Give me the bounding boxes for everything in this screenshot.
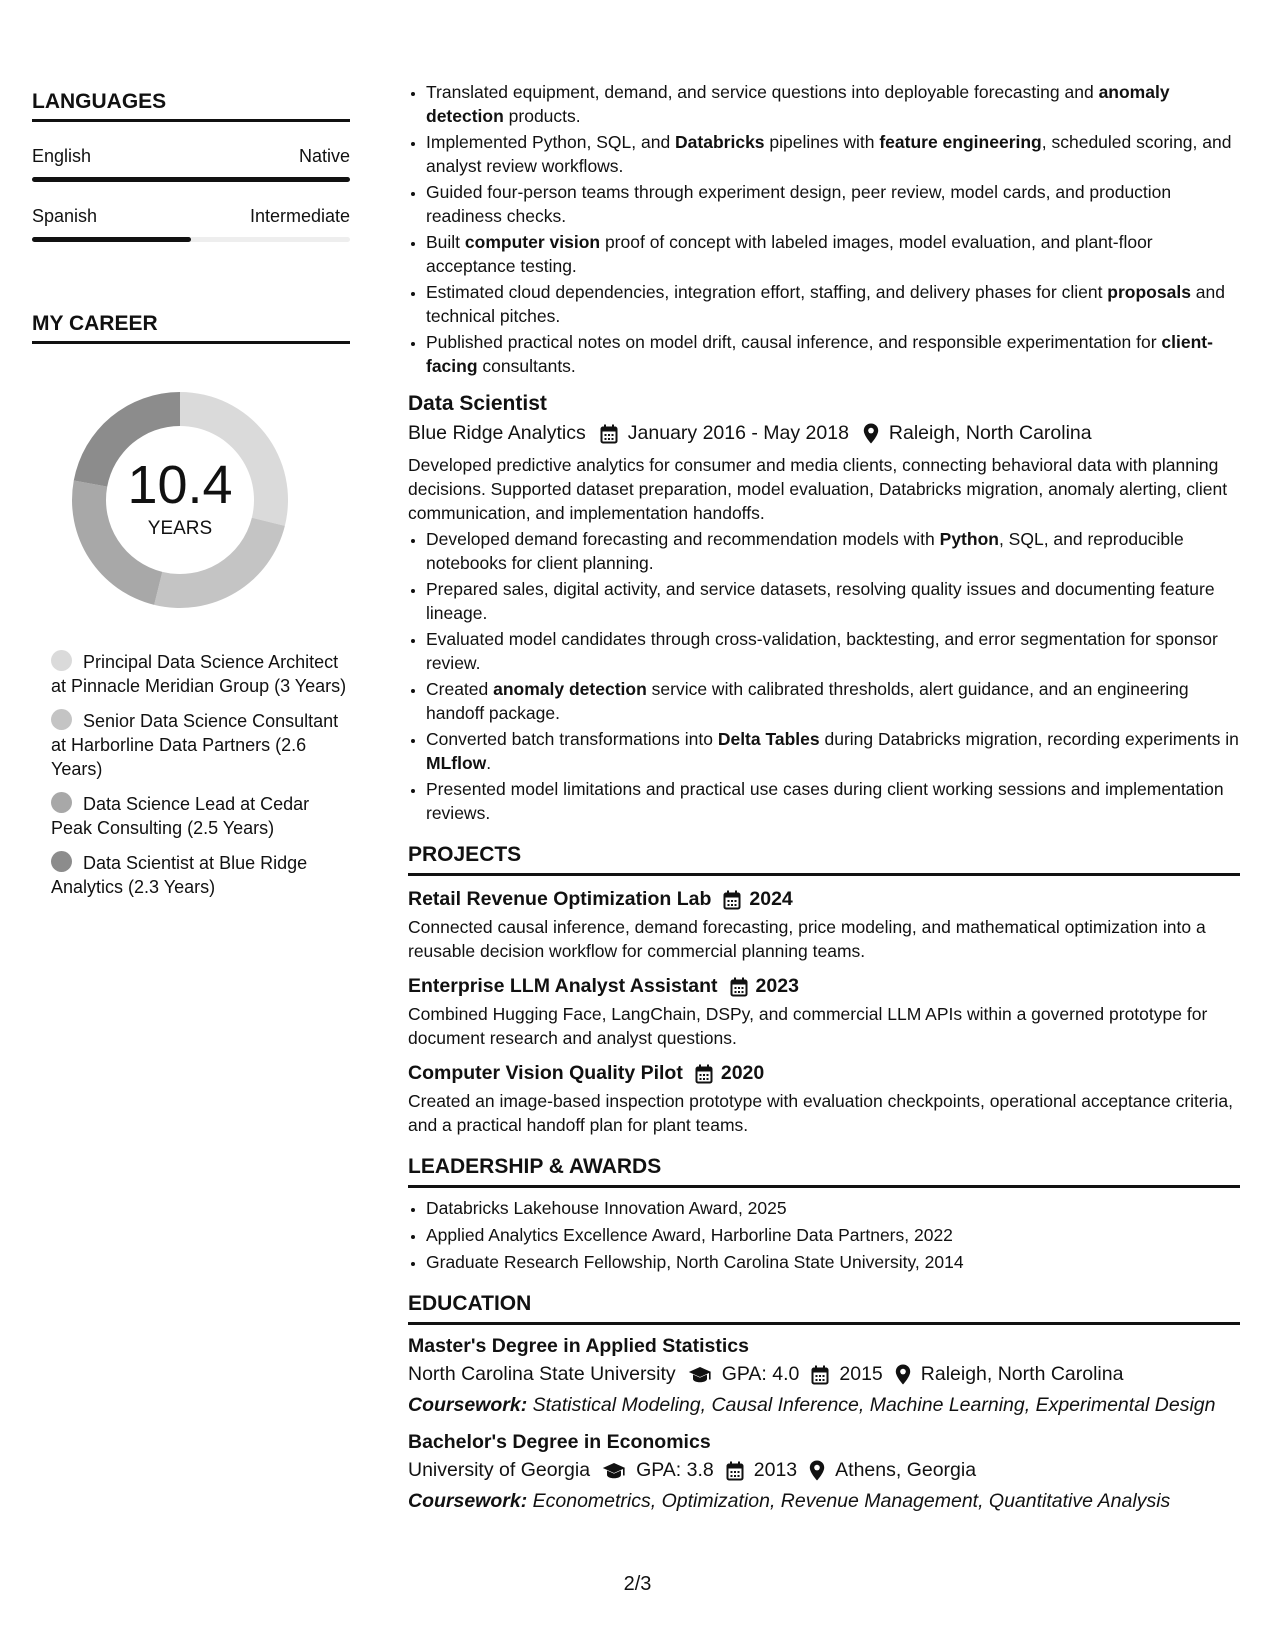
calendar-icon (811, 1365, 829, 1385)
project-entry (408, 975, 1240, 1050)
project-entry (408, 888, 1240, 963)
career-donut-chart (64, 384, 296, 616)
language-item (32, 206, 350, 242)
graduation-cap-icon (688, 1366, 712, 1384)
awards-heading: LEADERSHIP & AWARDS (408, 1155, 1240, 1188)
project-name: Retail Revenue Optimization Lab (408, 888, 712, 910)
calendar-icon (723, 890, 741, 910)
bullet-item: • Presented model limitations and practical use cases during client working sessions and implementation reviews. (426, 777, 1240, 825)
bullet-item: • Developed demand forecasting and recommendation models with Python, SQL, and reproducible notebooks for client planning. (426, 527, 1240, 575)
language-name: English (32, 146, 92, 166)
career-heading: MY CAREER (32, 312, 350, 344)
job-bullets (408, 527, 1240, 825)
bullet-item: • Guided four-person teams through experiment design, peer review, model cards, and production readiness checks. (426, 180, 1240, 228)
bullet-item: • Published practical notes on model drift, causal inference, and responsible experimentation for client-facing consultants. (426, 330, 1240, 378)
project-entry (408, 1062, 1240, 1137)
coursework (408, 1394, 1240, 1417)
project-description: Created an image-based inspection prototype with evaluation checkpoints, operational acceptance criteria, and a practical handoff plan for plant teams. (408, 1091, 1233, 1135)
company-name: Blue Ridge Analytics (408, 422, 586, 444)
bullet-item: • Translated equipment, demand, and service questions into deployable forecasting and anomaly detection products. (426, 80, 1240, 128)
gpa: GPA: 4.0 (721, 1363, 800, 1385)
gpa: GPA: 3.8 (636, 1459, 714, 1481)
bullet-item: • Evaluated model candidates through cross-validation, backtesting, and error segmentation for sponsor review. (426, 627, 1240, 675)
coursework-list: Econometrics, Optimization, Revenue Management, Quantitative Analysis (532, 1490, 1171, 1512)
project-name: Computer Vision Quality Pilot (408, 1062, 683, 1084)
donut-center (64, 384, 296, 616)
career-legend-item (51, 851, 350, 899)
legend-swatch (51, 709, 72, 730)
bullet-item: • Converted batch transformations into Delta Tables during Databricks migration, recording experiments in MLflow. (426, 727, 1240, 775)
language-proficiency-bar (32, 177, 350, 182)
language-proficiency-fill (32, 237, 191, 242)
school-name: University of Georgia (408, 1459, 591, 1481)
coursework-list: Statistical Modeling, Causal Inference, Machine Learning, Experimental Design (532, 1394, 1216, 1416)
calendar-icon (730, 977, 748, 997)
awards-list (408, 1196, 1240, 1274)
previous-job-bullets (408, 80, 1240, 378)
calendar-icon (726, 1461, 744, 1481)
school-name: North Carolina State University (408, 1363, 676, 1385)
bullet-item: • Implemented Python, SQL, and Databricks pipelines with feature engineering, scheduled scoring, and analyst review workflows. (426, 130, 1240, 178)
map-pin-icon (809, 1460, 825, 1481)
graduation-cap-icon (602, 1462, 626, 1480)
bullet-item: • Prepared sales, digital activity, and service datasets, resolving quality issues and documenting feature lineage. (426, 577, 1240, 625)
page-number: 2/3 (623, 1573, 652, 1595)
legend-swatch (51, 650, 72, 671)
career-legend-item (51, 650, 350, 698)
map-pin-icon (895, 1364, 911, 1385)
language-name: Spanish (32, 206, 98, 226)
career-legend (51, 650, 350, 899)
career-unit-label: YEARS (147, 518, 213, 539)
language-proficiency-bar (32, 237, 350, 242)
languages-heading: LANGUAGES (32, 90, 350, 122)
calendar-icon (600, 424, 618, 444)
education-heading: EDUCATION (408, 1292, 1240, 1325)
job-description: Developed predictive analytics for consumer and media clients, connecting behavioral data with planning decisions. Supported dataset preparation, model evaluation, Databricks migration, anomaly alerting, client communication, and implementation handoffs. (408, 455, 1228, 523)
language-proficiency-fill (32, 177, 350, 182)
experience-entry (408, 392, 1240, 825)
language-level: Intermediate (249, 206, 350, 226)
career-total-years: 10.4 (127, 455, 233, 515)
project-description: Connected causal inference, demand forecasting, price modeling, and mathematical optimization into a reusable decision workflow for commercial planning teams. (408, 917, 1206, 961)
job-dates: January 2016 - May 2018 (627, 422, 849, 444)
legend-swatch (51, 792, 72, 813)
legend-label: Data Science Lead at Cedar Peak Consulting (2.5 Years) (51, 794, 310, 838)
award-item: • Databricks Lakehouse Innovation Award, 2025 (426, 1196, 1240, 1220)
education-meta (408, 1363, 1240, 1386)
coursework-label: Coursework: (408, 1490, 528, 1512)
map-pin-icon (863, 423, 879, 444)
award-item: • Applied Analytics Excellence Award, Harborline Data Partners, 2022 (426, 1223, 1240, 1247)
language-item (32, 146, 350, 182)
career-legend-item (51, 792, 350, 840)
project-description: Combined Hugging Face, LangChain, DSPy, and commercial LLM APIs within a governed prototype for document research and analyst questions. (408, 1004, 1208, 1048)
language-level: Native (298, 146, 350, 166)
coursework (408, 1490, 1240, 1513)
bullet-item: • Built computer vision proof of concept with labeled images, model evaluation, and plant-floor acceptance testing. (426, 230, 1240, 278)
left-column (32, 90, 350, 910)
legend-label: Principal Data Science Architect at Pinnacle Meridian Group (3 Years) (51, 652, 347, 696)
project-year: 2020 (720, 1062, 765, 1084)
graduation-year: 2013 (753, 1459, 798, 1481)
legend-label: Data Scientist at Blue Ridge Analytics (2.3 Years) (51, 853, 308, 897)
education-meta (408, 1459, 1240, 1482)
bullet-item: • Estimated cloud dependencies, integration effort, staffing, and delivery phases for client proposals and technical pitches. (426, 280, 1240, 328)
school-location: Raleigh, North Carolina (920, 1363, 1124, 1385)
school-location: Athens, Georgia (835, 1459, 977, 1481)
right-column (408, 80, 1240, 1513)
legend-swatch (51, 851, 72, 872)
award-item: • Graduate Research Fellowship, North Carolina State University, 2014 (426, 1250, 1240, 1274)
job-title: Data Scientist (408, 392, 547, 415)
job-location: Raleigh, North Carolina (888, 422, 1092, 444)
calendar-icon (695, 1064, 713, 1084)
project-year: 2024 (749, 888, 793, 910)
education-entry (408, 1431, 1240, 1513)
project-year: 2023 (755, 975, 799, 997)
legend-label: Senior Data Science Consultant at Harborline Data Partners (2.6 Years) (51, 711, 339, 779)
career-legend-item (51, 709, 350, 781)
graduation-year: 2015 (839, 1363, 883, 1385)
projects-heading: PROJECTS (408, 843, 1240, 876)
bullet-item: • Created anomaly detection service with calibrated thresholds, alert guidance, and an engineering handoff package. (426, 677, 1240, 725)
job-meta (408, 422, 1240, 445)
coursework-label: Coursework: (408, 1394, 528, 1416)
education-entry (408, 1335, 1240, 1417)
project-name: Enterprise LLM Analyst Assistant (408, 975, 718, 997)
degree-title: Bachelor's Degree in Economics (408, 1431, 711, 1453)
degree-title: Master's Degree in Applied Statistics (408, 1335, 749, 1357)
